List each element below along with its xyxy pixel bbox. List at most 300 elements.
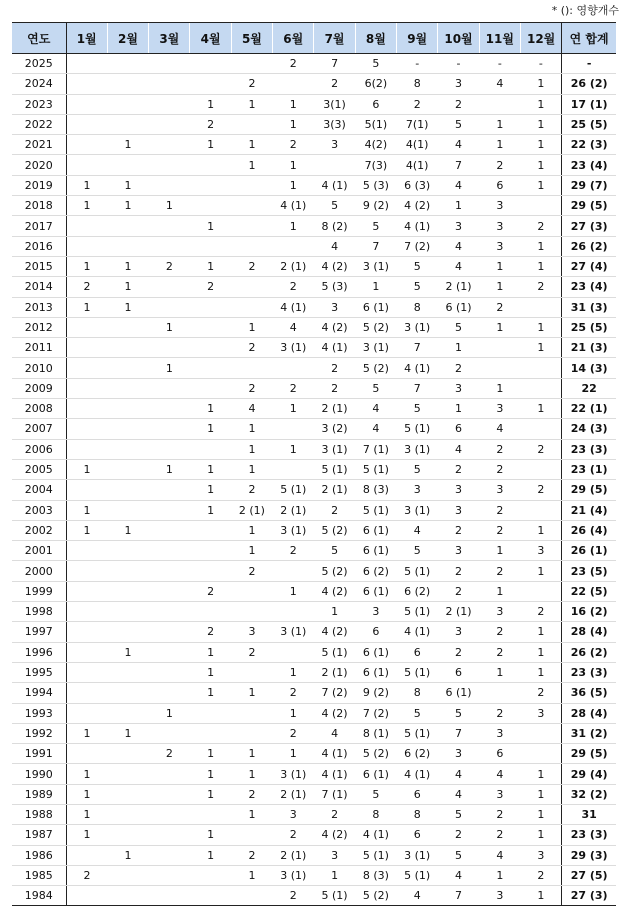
annual-total-cell: 29 (7) [562,175,616,195]
year-cell: 1986 [12,845,66,865]
month-cell: 4 [397,886,438,906]
month-cell: 5 (1) [397,561,438,581]
month-cell: 5 [314,196,355,216]
year-cell: 2024 [12,74,66,94]
month-cell [190,317,231,337]
month-cell: 4 (1) [397,216,438,236]
month-cell [149,825,190,845]
month-cell: 2 [479,439,520,459]
annual-total-cell: 25 (5) [562,317,616,337]
month-cell: 5(1) [355,114,396,134]
month-cell [149,723,190,743]
month-cell: 1 [273,94,314,114]
month-cell [107,784,148,804]
month-cell: 1 [66,825,107,845]
annual-total-cell: 27 (5) [562,865,616,885]
month-cell: 7 (2) [397,236,438,256]
month-cell: 5 (1) [273,480,314,500]
month-cell: 1 [520,74,561,94]
month-cell: 1 [66,784,107,804]
month-cell [149,642,190,662]
month-cell [190,378,231,398]
month-cell: 3 [520,703,561,723]
month-cell: 8 (2) [314,216,355,236]
table-row [12,602,616,622]
month-cell: 7 (1) [355,439,396,459]
month-cell: 2 [520,683,561,703]
month-cell: 1 [190,764,231,784]
month-cell: 1 [231,683,272,703]
month-cell: 1 [520,520,561,540]
month-cell: 2 [273,886,314,906]
month-cell: 6 (1) [355,297,396,317]
month-cell [149,886,190,906]
month-cell: 1 [66,764,107,784]
month-cell: 1 [479,378,520,398]
month-cell: 3 [479,602,520,622]
month-cell: 1 [107,196,148,216]
month-cell: 2 [314,804,355,824]
month-cell [149,54,190,74]
table-row [12,500,616,520]
month-cell: 4 [314,236,355,256]
month-cell [190,602,231,622]
year-cell: 1998 [12,602,66,622]
month-cell: 7 [397,378,438,398]
month-cell: 1 [107,256,148,276]
month-cell: 8 [355,804,396,824]
month-cell: 1 [314,602,355,622]
table-body [12,54,616,906]
month-cell: 7 (2) [314,683,355,703]
month-cell: 6 (2) [397,581,438,601]
month-cell: 1 [438,338,479,358]
month-cell [149,500,190,520]
month-cell: 4(2) [355,135,396,155]
month-cell: 2 [66,277,107,297]
annual-total-cell: 29 (5) [562,196,616,216]
month-cell: 7 [438,155,479,175]
month-cell: 2 [438,642,479,662]
month-cell [149,683,190,703]
month-cell: 2 (1) [273,845,314,865]
month-cell [66,216,107,236]
month-cell [66,74,107,94]
month-cell [149,135,190,155]
annual-total-cell: 27 (4) [562,256,616,276]
year-cell: 2023 [12,94,66,114]
month-cell [107,155,148,175]
month-cell: 9 (2) [355,683,396,703]
month-cell: 2 [479,500,520,520]
annual-total-cell: 36 (5) [562,683,616,703]
month-cell: 4 [479,845,520,865]
month-cell [149,480,190,500]
table-row [12,196,616,216]
month-cell [149,155,190,175]
table-row [12,439,616,459]
month-cell [231,703,272,723]
month-cell [231,662,272,682]
month-cell: 5 [397,459,438,479]
month-cell [149,845,190,865]
month-cell [520,581,561,601]
month-cell: 5 [355,216,396,236]
month-cell [231,602,272,622]
month-cell: 2 [479,155,520,175]
month-cell: 1 [190,256,231,276]
month-cell: 1 [231,865,272,885]
month-cell: 2 [273,135,314,155]
month-cell: 2 [231,74,272,94]
month-cell: 2 [314,500,355,520]
month-cell [149,297,190,317]
month-cell: 1 [190,642,231,662]
table-row [12,419,616,439]
month-cell: 2 [438,581,479,601]
month-cell [190,561,231,581]
month-cell [149,399,190,419]
month-cell: 2 [273,277,314,297]
month-cell [66,317,107,337]
month-cell: 1 [314,865,355,885]
year-cell: 1988 [12,804,66,824]
month-cell: 6 [479,175,520,195]
month-cell: 1 [190,399,231,419]
month-cell: 1 [479,581,520,601]
annual-total-cell: 16 (2) [562,602,616,622]
month-cell [107,744,148,764]
month-cell: 2 [479,561,520,581]
month-cell: 2 [438,520,479,540]
month-cell [190,297,231,317]
month-cell [190,338,231,358]
month-cell [149,602,190,622]
year-cell: 1999 [12,581,66,601]
month-cell [190,703,231,723]
month-cell [107,236,148,256]
month-cell [190,175,231,195]
month-cell: 5 (1) [355,500,396,520]
month-cell: 2 [273,723,314,743]
month-cell: 1 [273,114,314,134]
month-cell: 3 (1) [355,338,396,358]
table-row [12,744,616,764]
month-cell: 3 [479,236,520,256]
month-cell: 3(1) [314,94,355,114]
month-cell: 1 [149,358,190,378]
month-cell: - [397,54,438,74]
month-cell: 8 [397,804,438,824]
month-cell [520,358,561,378]
month-cell [520,297,561,317]
month-cell [66,642,107,662]
month-cell: 2 [438,459,479,479]
month-cell [149,784,190,804]
month-cell: 6 [397,825,438,845]
month-cell: 1 [479,114,520,134]
month-cell [66,114,107,134]
table-row [12,74,616,94]
month-cell: 1 [273,581,314,601]
year-cell: 2004 [12,480,66,500]
table-row [12,378,616,398]
month-cell: 3 [438,622,479,642]
month-cell [190,541,231,561]
annual-total-cell: 29 (4) [562,764,616,784]
annual-total-cell: 25 (5) [562,114,616,134]
month-cell [66,135,107,155]
month-cell: 5 (1) [397,662,438,682]
month-cell: 2 [397,94,438,114]
table-row [12,561,616,581]
month-cell: 5 (2) [355,886,396,906]
month-cell [66,622,107,642]
month-cell: 1 [107,642,148,662]
month-cell: 1 [520,886,561,906]
table-row [12,480,616,500]
table-row [12,723,616,743]
month-cell: 2 [438,561,479,581]
month-cell: 2 [231,480,272,500]
month-cell: 7 (2) [355,703,396,723]
month-cell: 2 [273,825,314,845]
month-cell: 1 [190,135,231,155]
month-cell: 1 [149,196,190,216]
month-cell [149,74,190,94]
month-cell [107,764,148,784]
month-cell: 8 (1) [355,723,396,743]
month-cell: 9 (2) [355,196,396,216]
month-cell: 2 [520,277,561,297]
month-cell: 4 (1) [314,338,355,358]
month-cell: 5 [355,54,396,74]
month-cell [149,419,190,439]
month-cell: 2 (1) [314,399,355,419]
month-cell: 4 (1) [273,297,314,317]
table-row [12,277,616,297]
header-annual-total: 연 합계 [562,23,616,54]
month-cell: 5 [397,703,438,723]
month-cell: 1 [273,399,314,419]
annual-total-cell: 29 (3) [562,845,616,865]
month-cell: 6 (1) [438,297,479,317]
month-cell [107,683,148,703]
header-month: 4월 [190,23,231,54]
month-cell: 1 [520,256,561,276]
year-cell: 2018 [12,196,66,216]
month-cell [149,338,190,358]
annual-total-cell: - [562,54,616,74]
month-cell: 1 [479,865,520,885]
month-cell: 2 [520,865,561,885]
month-cell: 1 [520,622,561,642]
month-cell: 6 [397,784,438,804]
header-month: 8월 [355,23,396,54]
month-cell: 3 [314,135,355,155]
table-row [12,764,616,784]
month-cell: 1 [107,277,148,297]
month-cell: 6 (1) [355,764,396,784]
month-cell [149,662,190,682]
year-cell: 1991 [12,744,66,764]
year-cell: 1993 [12,703,66,723]
month-cell [107,703,148,723]
month-cell: 5 (3) [314,277,355,297]
annual-total-cell: 28 (4) [562,703,616,723]
month-cell: 1 [479,317,520,337]
month-cell: 3 (1) [397,500,438,520]
month-cell [149,277,190,297]
year-cell: 1990 [12,764,66,784]
month-cell [273,419,314,439]
month-cell: 5 [438,804,479,824]
month-cell: 1 [149,703,190,723]
month-cell: 6 [438,419,479,439]
month-cell: 1 [66,804,107,824]
year-cell: 1996 [12,642,66,662]
annual-total-cell: 26 (2) [562,642,616,662]
month-cell: 5 (1) [397,723,438,743]
month-cell: 5 (1) [314,886,355,906]
month-cell [231,196,272,216]
month-cell: 3 [273,804,314,824]
year-cell: 2020 [12,155,66,175]
typhoon-count-table [12,22,616,906]
month-cell: 4 [273,317,314,337]
annual-total-cell: 21 (3) [562,338,616,358]
table-row [12,297,616,317]
month-cell: 2 [231,642,272,662]
month-cell: 3 (1) [273,764,314,784]
annual-total-cell: 31 (2) [562,723,616,743]
month-cell: 1 [479,135,520,155]
month-cell: 2 [479,825,520,845]
table-row [12,94,616,114]
month-cell: 2 [438,94,479,114]
month-cell: 1 [149,317,190,337]
month-cell: 3(3) [314,114,355,134]
month-cell [190,74,231,94]
year-cell: 2015 [12,256,66,276]
year-cell: 1987 [12,825,66,845]
table-row [12,236,616,256]
month-cell: 1 [520,236,561,256]
month-cell [149,541,190,561]
annual-total-cell: 22 [562,378,616,398]
year-cell: 2009 [12,378,66,398]
table-row [12,662,616,682]
header-month: 3월 [149,23,190,54]
month-cell: 3 [355,602,396,622]
month-cell: 1 [273,155,314,175]
month-cell: 3 [479,480,520,500]
month-cell [273,358,314,378]
month-cell: 4 [479,764,520,784]
header-month: 10월 [438,23,479,54]
month-cell: 4 [438,865,479,885]
month-cell: 1 [66,459,107,479]
month-cell: 6 (1) [355,642,396,662]
month-cell: 1 [190,216,231,236]
month-cell: 2 [231,338,272,358]
month-cell [107,399,148,419]
table-row [12,622,616,642]
month-cell: 5 [438,703,479,723]
month-cell: 2 [190,581,231,601]
month-cell: 5 (2) [314,520,355,540]
month-cell: 1 [107,175,148,195]
month-cell: 3 [314,297,355,317]
annual-total-cell: 14 (3) [562,358,616,378]
month-cell [149,622,190,642]
month-cell [273,642,314,662]
year-cell: 2006 [12,439,66,459]
year-cell: 2003 [12,500,66,520]
month-cell [107,541,148,561]
month-cell: 1 [231,439,272,459]
table-row [12,520,616,540]
month-cell [231,54,272,74]
month-cell: 1 [273,439,314,459]
header-month: 5월 [231,23,272,54]
month-cell: 2 [231,256,272,276]
month-cell [149,114,190,134]
month-cell: 6 [355,622,396,642]
month-cell: 1 [190,683,231,703]
month-cell: 5 (1) [314,642,355,662]
year-cell: 2025 [12,54,66,74]
month-cell: 5 [438,114,479,134]
annual-total-cell: 22 (1) [562,399,616,419]
month-cell: 8 [397,683,438,703]
month-cell: 1 [231,317,272,337]
month-cell: 6 (3) [397,175,438,195]
month-cell: 1 [190,744,231,764]
annual-total-cell: 26 (2) [562,236,616,256]
header-month: 2월 [107,23,148,54]
annual-total-cell: 26 (1) [562,541,616,561]
month-cell: 2 [231,784,272,804]
month-cell [107,622,148,642]
month-cell: 3 [479,723,520,743]
month-cell [190,520,231,540]
year-cell: 2014 [12,277,66,297]
header-month: 7월 [314,23,355,54]
month-cell: 3 [314,845,355,865]
month-cell: 4 (2) [397,196,438,216]
month-cell: 1 [231,520,272,540]
month-cell: 5 [397,399,438,419]
month-cell: 6 [438,662,479,682]
month-cell [520,723,561,743]
month-cell: 4 (1) [273,196,314,216]
month-cell: 3 (1) [397,439,438,459]
month-cell: 1 [66,196,107,216]
month-cell: 2 [314,358,355,378]
month-cell [273,236,314,256]
month-cell [107,602,148,622]
annual-total-cell: 23 (4) [562,277,616,297]
month-cell: 1 [231,541,272,561]
month-cell: 4 (1) [397,622,438,642]
month-cell: 5 (1) [314,459,355,479]
month-cell [66,602,107,622]
month-cell: 3 [438,378,479,398]
month-cell [66,744,107,764]
month-cell: 3 (1) [273,865,314,885]
month-cell: 1 [107,297,148,317]
